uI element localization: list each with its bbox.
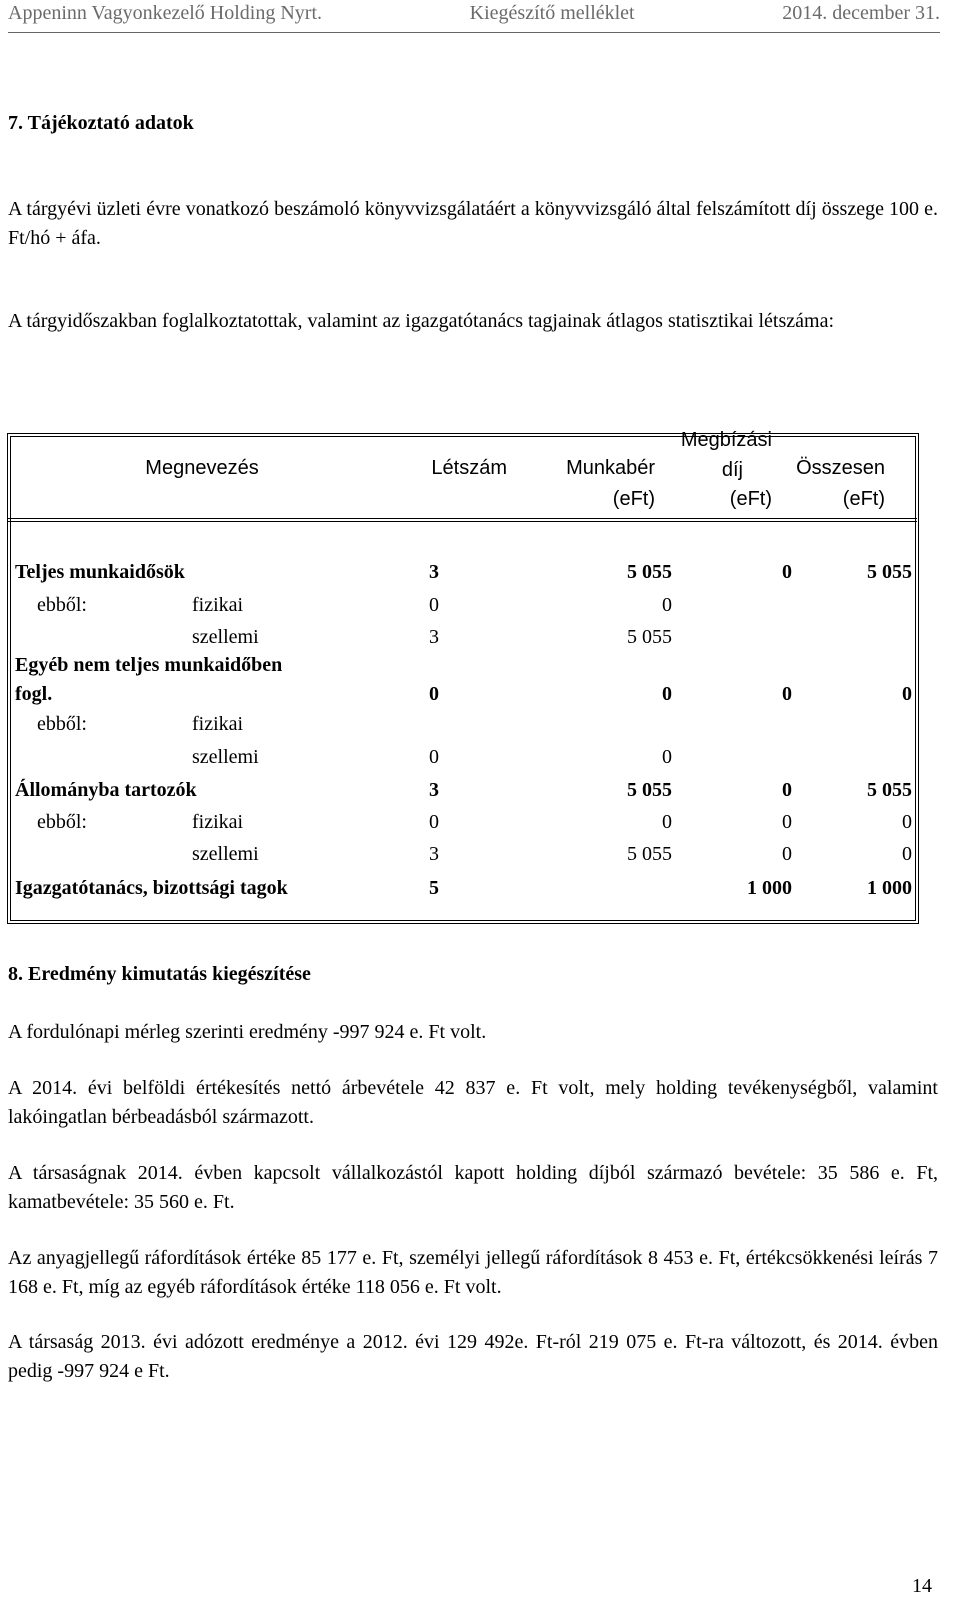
row-label: Állományba tartozók — [15, 779, 197, 801]
cell-munkaber: 5 055 — [627, 779, 672, 801]
header-megbizasi-2: díj — [721, 459, 743, 481]
section-8-paragraph-5: A társaság 2013. évi adózott eredménye a 2012. évi 129 492e. Ft-ról 219 075 e. Ft-ra változott, és 2014. évben pedig -997 924 e Ft. — [8, 1331, 938, 1382]
table-row — [7, 556, 917, 589]
header-divider — [8, 32, 940, 33]
section-8-paragraph-1: A fordulónapi mérleg szerinti eredmény -997 924 e. Ft volt. — [8, 1021, 487, 1043]
cell-megbizasi: 0 — [782, 683, 792, 705]
cell-munkaber: 0 — [662, 746, 672, 768]
cell-osszesen: 5 055 — [867, 779, 912, 801]
table-row — [7, 708, 917, 741]
row-label-continued: fogl. — [15, 683, 53, 705]
cell-letszam: 3 — [429, 843, 439, 865]
header-osszesen-unit: (eFt) — [842, 488, 885, 510]
section-7-paragraph-1: A tárgyévi üzleti évre vonatkozó beszámoló könyvvizsgálatáért a könyvvizsgáló által felszámított díj összege 100 e. Ft/hó + áfa. — [8, 198, 938, 249]
section-8-title: 8. Eredmény kimutatás kiegészítése — [8, 963, 311, 985]
section-8-paragraph-4: Az anyagjellegű ráfordítások értéke 85 177 e. Ft, személyi jellegű ráfordítások 8 453 e. Ft, értékcsökkenési leírás 7 168 e. Ft, míg az egyéb ráfordítások értéke 118 056 e. Ft volt. — [8, 1247, 938, 1298]
row-label: Teljes munkaidősök — [15, 561, 185, 583]
cell-osszesen: 0 — [902, 843, 912, 865]
header-munkaber-unit: (eFt) — [612, 488, 655, 510]
table-row — [7, 872, 917, 905]
cell-letszam: 5 — [429, 877, 439, 899]
cell-munkaber: 5 055 — [627, 626, 672, 648]
cell-osszesen: 1 000 — [867, 877, 912, 899]
section-8-paragraph-3: A társaságnak 2014. évben kapcsolt vállalkozástól kapott holding díjból származó bevétele: 35 586 e. Ft, kamatbevétele: 35 560 e. Ft. — [8, 1162, 938, 1213]
section-8-paragraph-2: A 2014. évi belföldi értékesítés nettó árbevétele 42 837 e. Ft volt, mely holding tevékenységből, valamint lakóingatlan bérbeadásból származott. — [8, 1077, 938, 1128]
cell-letszam: 0 — [429, 683, 439, 705]
header-letszam: Létszám — [431, 457, 507, 479]
section-7-paragraph-2: A tárgyidőszakban foglalkoztatottak, valamint az igazgatótanács tagjainak átlagos statisztikai létszáma: — [8, 310, 835, 332]
cell-osszesen: 5 055 — [867, 561, 912, 583]
cell-munkaber: 0 — [662, 811, 672, 833]
cell-megbizasi: 0 — [782, 843, 792, 865]
cell-osszesen: 0 — [902, 683, 912, 705]
table-row — [7, 806, 917, 839]
row-sub-label: ebből: — [37, 811, 87, 833]
cell-munkaber: 5 055 — [627, 843, 672, 865]
row-category: szellemi — [192, 843, 259, 865]
cell-megbizasi: 1 000 — [747, 877, 792, 899]
row-label: Igazgatótanács, bizottsági tagok — [15, 877, 288, 899]
cell-megbizasi: 0 — [782, 811, 792, 833]
section-7-title: 7. Tájékoztató adatok — [8, 112, 194, 134]
table-header-divider-inner — [7, 521, 917, 522]
header-megbizasi-1: Megbízási — [680, 429, 772, 451]
header-date: 2014. december 31. — [782, 2, 940, 24]
row-label: Egyéb nem teljes munkaidőben — [15, 654, 283, 676]
header-munkaber: Munkabér — [566, 457, 655, 479]
header-section: Kiegészítő melléklet — [469, 2, 635, 24]
table-row — [7, 589, 917, 622]
row-sub-label: ebből: — [37, 594, 87, 616]
header-megnevezes: Megnevezés — [145, 457, 259, 479]
cell-megbizasi: 0 — [782, 561, 792, 583]
table-header-divider — [7, 518, 917, 519]
cell-letszam: 0 — [429, 746, 439, 768]
row-category: fizikai — [192, 811, 244, 833]
row-sub-label: ebből: — [37, 713, 87, 735]
row-category: szellemi — [192, 626, 259, 648]
page-number: 14 — [912, 1575, 932, 1597]
row-category: szellemi — [192, 746, 259, 768]
table-header — [7, 429, 917, 518]
cell-osszesen: 0 — [902, 811, 912, 833]
header-osszesen: Összesen — [796, 457, 885, 479]
table-row — [7, 774, 917, 807]
table-row — [7, 741, 917, 774]
table-row — [7, 838, 917, 871]
cell-munkaber: 0 — [662, 683, 672, 705]
page-header — [8, 2, 940, 25]
row-category: fizikai — [192, 594, 244, 616]
cell-megbizasi: 0 — [782, 779, 792, 801]
cell-munkaber: 5 055 — [627, 561, 672, 583]
cell-letszam: 3 — [429, 561, 439, 583]
row-category: fizikai — [192, 713, 244, 735]
cell-munkaber: 0 — [662, 594, 672, 616]
header-megbizasi-unit: (eFt) — [729, 488, 772, 510]
cell-letszam: 3 — [429, 626, 439, 648]
table-row — [7, 678, 917, 711]
cell-letszam: 0 — [429, 811, 439, 833]
header-company: Appeninn Vagyonkezelő Holding Nyrt. — [8, 2, 323, 24]
cell-letszam: 3 — [429, 779, 439, 801]
cell-letszam: 0 — [429, 594, 439, 616]
